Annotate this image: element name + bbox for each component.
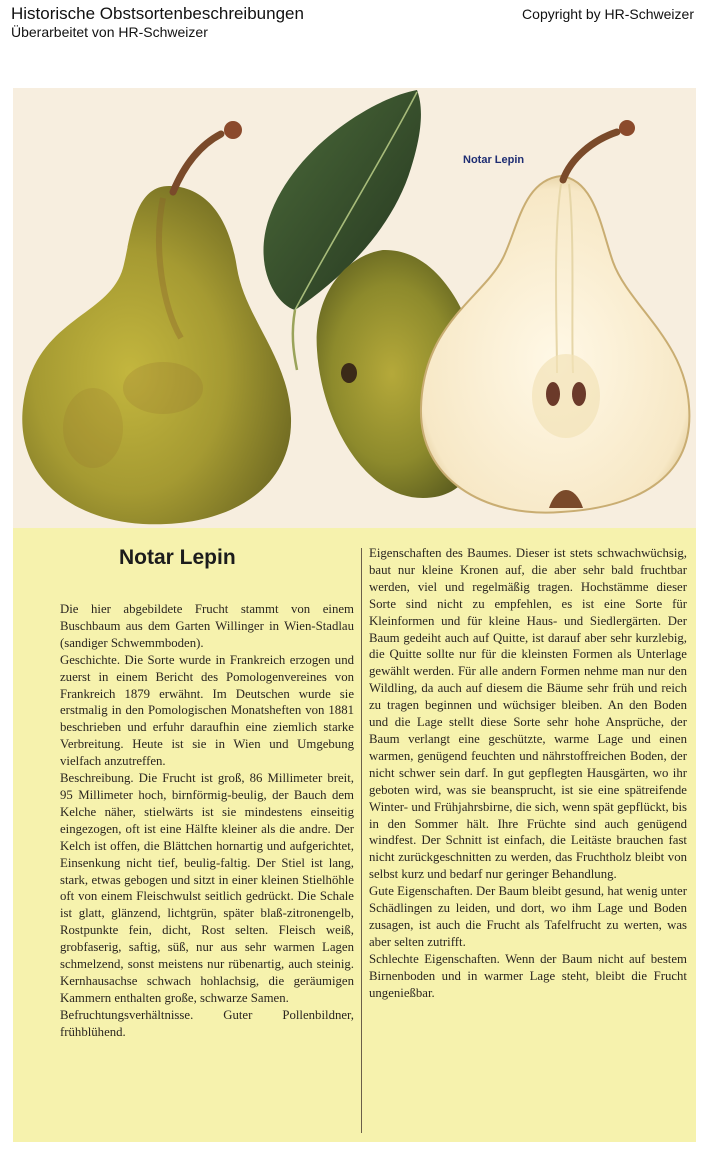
column-divider <box>361 548 362 1133</box>
header-title: Historische Obstsortenbeschreibungen <box>11 4 304 23</box>
paragraph-good-properties: Gute Eigenschaften. Der Baum bleibt gesund, hat wenig unter Schädlingen zu leiden, und dort, wo ihm Lage und Boden zusagen, ist auch die Frucht als Tafelfrucht zu werten, was aber selten zutrifft. <box>369 884 687 949</box>
pear-illustration-plate <box>13 88 696 528</box>
text-column-right <box>369 545 687 1001</box>
pear-illustration <box>13 88 696 528</box>
paragraph-bad-properties: Schlechte Eigenschaften. Wenn der Baum nicht auf bestem Birnenboden und in warmer Lage steht, bleibt die Frucht ungenießbar. <box>369 951 687 1000</box>
whole-pear-left <box>22 121 291 524</box>
halved-pear <box>421 120 689 513</box>
paragraph-description: Beschreibung. Die Frucht ist groß, 86 Millimeter breit, 95 Millimeter hoch, birnförmig-beulig, der Bauch dem Kelche näher, stielwärts ist sie mindestens einseitig eingezogen, oft ist eine Hälfte kleiner als die andre. Der Kelch ist offen, die Blättchen hornartig und aufgerichtet, Einsenkung nicht tief, beulig-faltig. Der Stiel ist lang, stark, etwas gebogen und sitzt in einer kleinen Stielhöhle oft von einem Fleischwulst seitlich gedrückt. Die Schale ist glatt, glänzend, lichtgrün, später blaß-zitronengelb, Rostpunkte fein, dicht, Rost selten. Fleisch weiß, grobfaserig, saftig, süß, nur aus sehr warmen Lagen schmelzend, sonst meistens nur rübenartig, auch steinig. Kernhausachse schwach hohlachsig, die geräumigen Kammern enthalten große, schwarze Samen. <box>60 771 354 1005</box>
header-copyright: Copyright by HR-Schweizer <box>522 6 694 22</box>
text-column-left <box>60 601 354 1041</box>
description-panel <box>13 528 696 1142</box>
paragraph-tree-properties: Eigenschaften des Baumes. Dieser ist stets schwachwüchsig, baut nur kleine Kronen auf, die aber sehr bald fruchtbar werden, viel und regelmäßig tragen. Hochstämme dieser Sorte sind nicht zu empfehlen, es ist eine Sorte für Kleinformen und für kleine Haus- und Siedlergärten. Der Baum gedeiht auch auf Quitte, ist darauf aber sehr kurzlebig, die Quitte sollte nur für die kleinsten Formen als Unterlage gewählt werden. Für alle andern Formen nehme man nur den Wildling, da auch auf diesem die Bäume sehr früh und reich zu tragen beginnen und wüchsiger bleiben. An den Boden und die Lage stellt diese Sorte sehr hohe Ansprüche, der Baum verlangt eine geschützte, warme Lage und einen warmen, genügend feuchten und nährstoffreichen Boden, der nicht schwer sein darf. In gut gepflegten Hausgärten, wo ihr geboten wird, was sie beansprucht, ist sie eine spätreifende Winter- und Frühjahrsbirne, die sich, wenn spät gepflückt, bis in den Sommer hält. Ihre Früchte sind auch genügend windfest. Der Schnitt ist einfach, die Leitäste brauchen fast nicht zurückgeschnitten zu werden, das Fruchtholz bleibt von selbst kurz und bedarf nur geringer Behandlung. <box>369 546 687 882</box>
paragraph-origin: Die hier abgebildete Frucht stammt von einem Buschbaum aus dem Garten Willinger in Wien-Stadlau (sandiger Schwemmboden). <box>60 602 354 650</box>
header-subtitle: Überarbeitet von HR-Schweizer <box>11 24 208 40</box>
paragraph-pollination: Befruchtungsverhältnisse. Guter Pollenbildner, frühblühend. <box>60 1007 354 1039</box>
article-title: Notar Lepin <box>119 546 236 569</box>
plate-variety-label: Notar Lepin <box>463 154 525 166</box>
paragraph-history: Geschichte. Die Sorte wurde in Frankreich erzogen und zuerst in einem Bericht des Pomologenvereines von Frankreich 1879 erwähnt. Im Deutschen wurde sie erstmalig in den Pomologischen Monatsheften von 1881 beschrieben und erfuhr daraufhin eine ziemlich starke Verbreitung. Heute ist sie in Wien und Umgebung vielfach anzutreffen. <box>60 652 354 769</box>
